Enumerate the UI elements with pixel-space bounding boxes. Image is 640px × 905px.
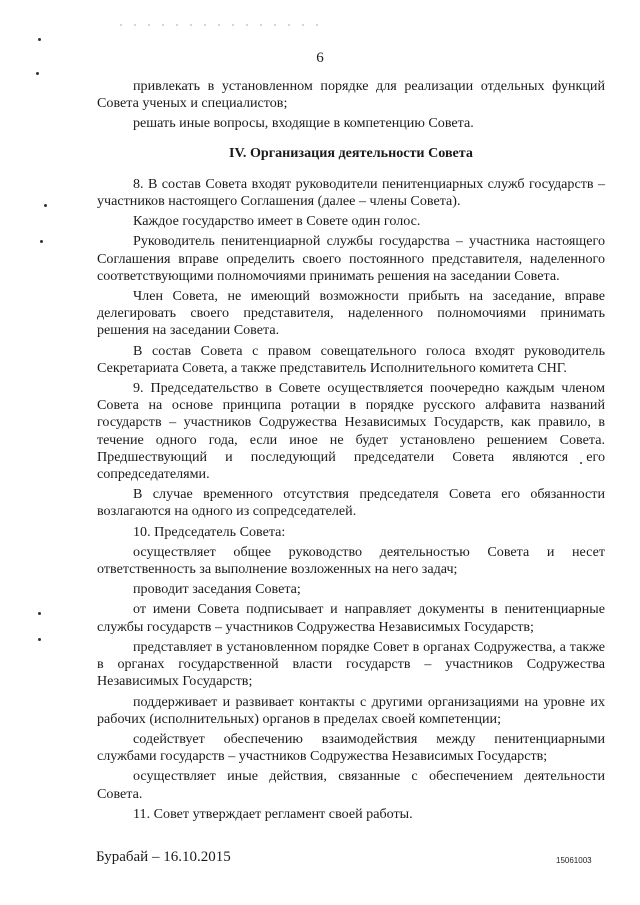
paragraph: 9. Председательство в Совете осуществляется поочередно каждым членом Совета на основе принципа ротации в порядке русского алфавита названий государств – участников Содружества Независимых Государств, как правило, в течение одного года, если иное не будет установлено решением Совета. Предшествующий и последующий председатели Совета являются его сопредседателями. xyxy=(97,380,605,483)
margin-dot xyxy=(38,638,41,641)
section-heading: IV. Организация деятельности Совета xyxy=(229,144,473,161)
paragraph: поддерживает и развивает контакты с другими организациями на уровне их рабочих (исполнительных) органов в пределах своей компетенции; xyxy=(97,693,605,727)
paragraph: осуществляет иные действия, связанные с обеспечением деятельности Совета. xyxy=(97,768,605,802)
margin-dot xyxy=(38,612,41,615)
document-body xyxy=(97,78,605,826)
paragraph: В состав Совета с правом совещательного голоса входят руководитель Секретариата Совета, а также представитель Исполнительного комитета СНГ. xyxy=(97,342,605,376)
paragraph: 8. В состав Совета входят руководители пенитенциарных служб государств – участников настоящего Соглашения (далее – члены Совета). xyxy=(97,175,605,210)
paragraph: Член Совета, не имеющий возможности прибыть на заседание, вправе делегировать своего представителя, наделенного полномочиями принимать решения на заседании Совета. xyxy=(97,288,605,339)
paragraph: от имени Совета подписывает и направляет документы в пенитенциарные службы государств – участников Содружества Независимых Государств; xyxy=(97,601,605,635)
paragraph: 11. Совет утверждает регламент своей работы. xyxy=(133,805,413,822)
paragraph: Руководитель пенитенциарной службы государства – участника настоящего Соглашения вправе определить своего постоянного представителя, наделенного соответствующими полномочиями принимать решения на заседании Совета. xyxy=(97,233,605,284)
scan-artifact xyxy=(120,24,320,26)
margin-dot xyxy=(44,204,47,207)
page-number: 6 xyxy=(316,50,324,66)
paragraph: осуществляет общее руководство деятельностью Совета и несет ответственность за выполнение возложенных на него задач; xyxy=(97,543,605,578)
paragraph: решать иные вопросы, входящие в компетенцию Совета. xyxy=(133,115,474,132)
margin-dot xyxy=(38,38,41,41)
footer-location-date: Бурабай – 16.10.2015 xyxy=(96,849,231,865)
margin-dot xyxy=(40,240,43,243)
margin-dot xyxy=(36,72,39,75)
paragraph: Каждое государство имеет в Совете один голос. xyxy=(133,213,421,230)
paragraph: 10. Председатель Совета: xyxy=(133,523,286,540)
paragraph: проводит заседания Совета; xyxy=(133,581,301,598)
footer-document-code: 15061003 xyxy=(556,856,592,865)
paragraph: содействует обеспечению взаимодействия между пенитенциарными службами государств – участников Содружества Независимых Государств; xyxy=(97,730,605,765)
paragraph: В случае временного отсутствия председателя Совета его обязанности возлагаются на одного из сопредседателей. xyxy=(97,486,605,520)
paragraph: представляет в установленном порядке Совет в органах Содружества, а также в органах государственной власти государств – участников Содружества Независимых Государств; xyxy=(97,638,605,690)
paragraph: привлекать в установленном порядке для реализации отдельных функций Совета ученых и специалистов; xyxy=(97,78,605,112)
